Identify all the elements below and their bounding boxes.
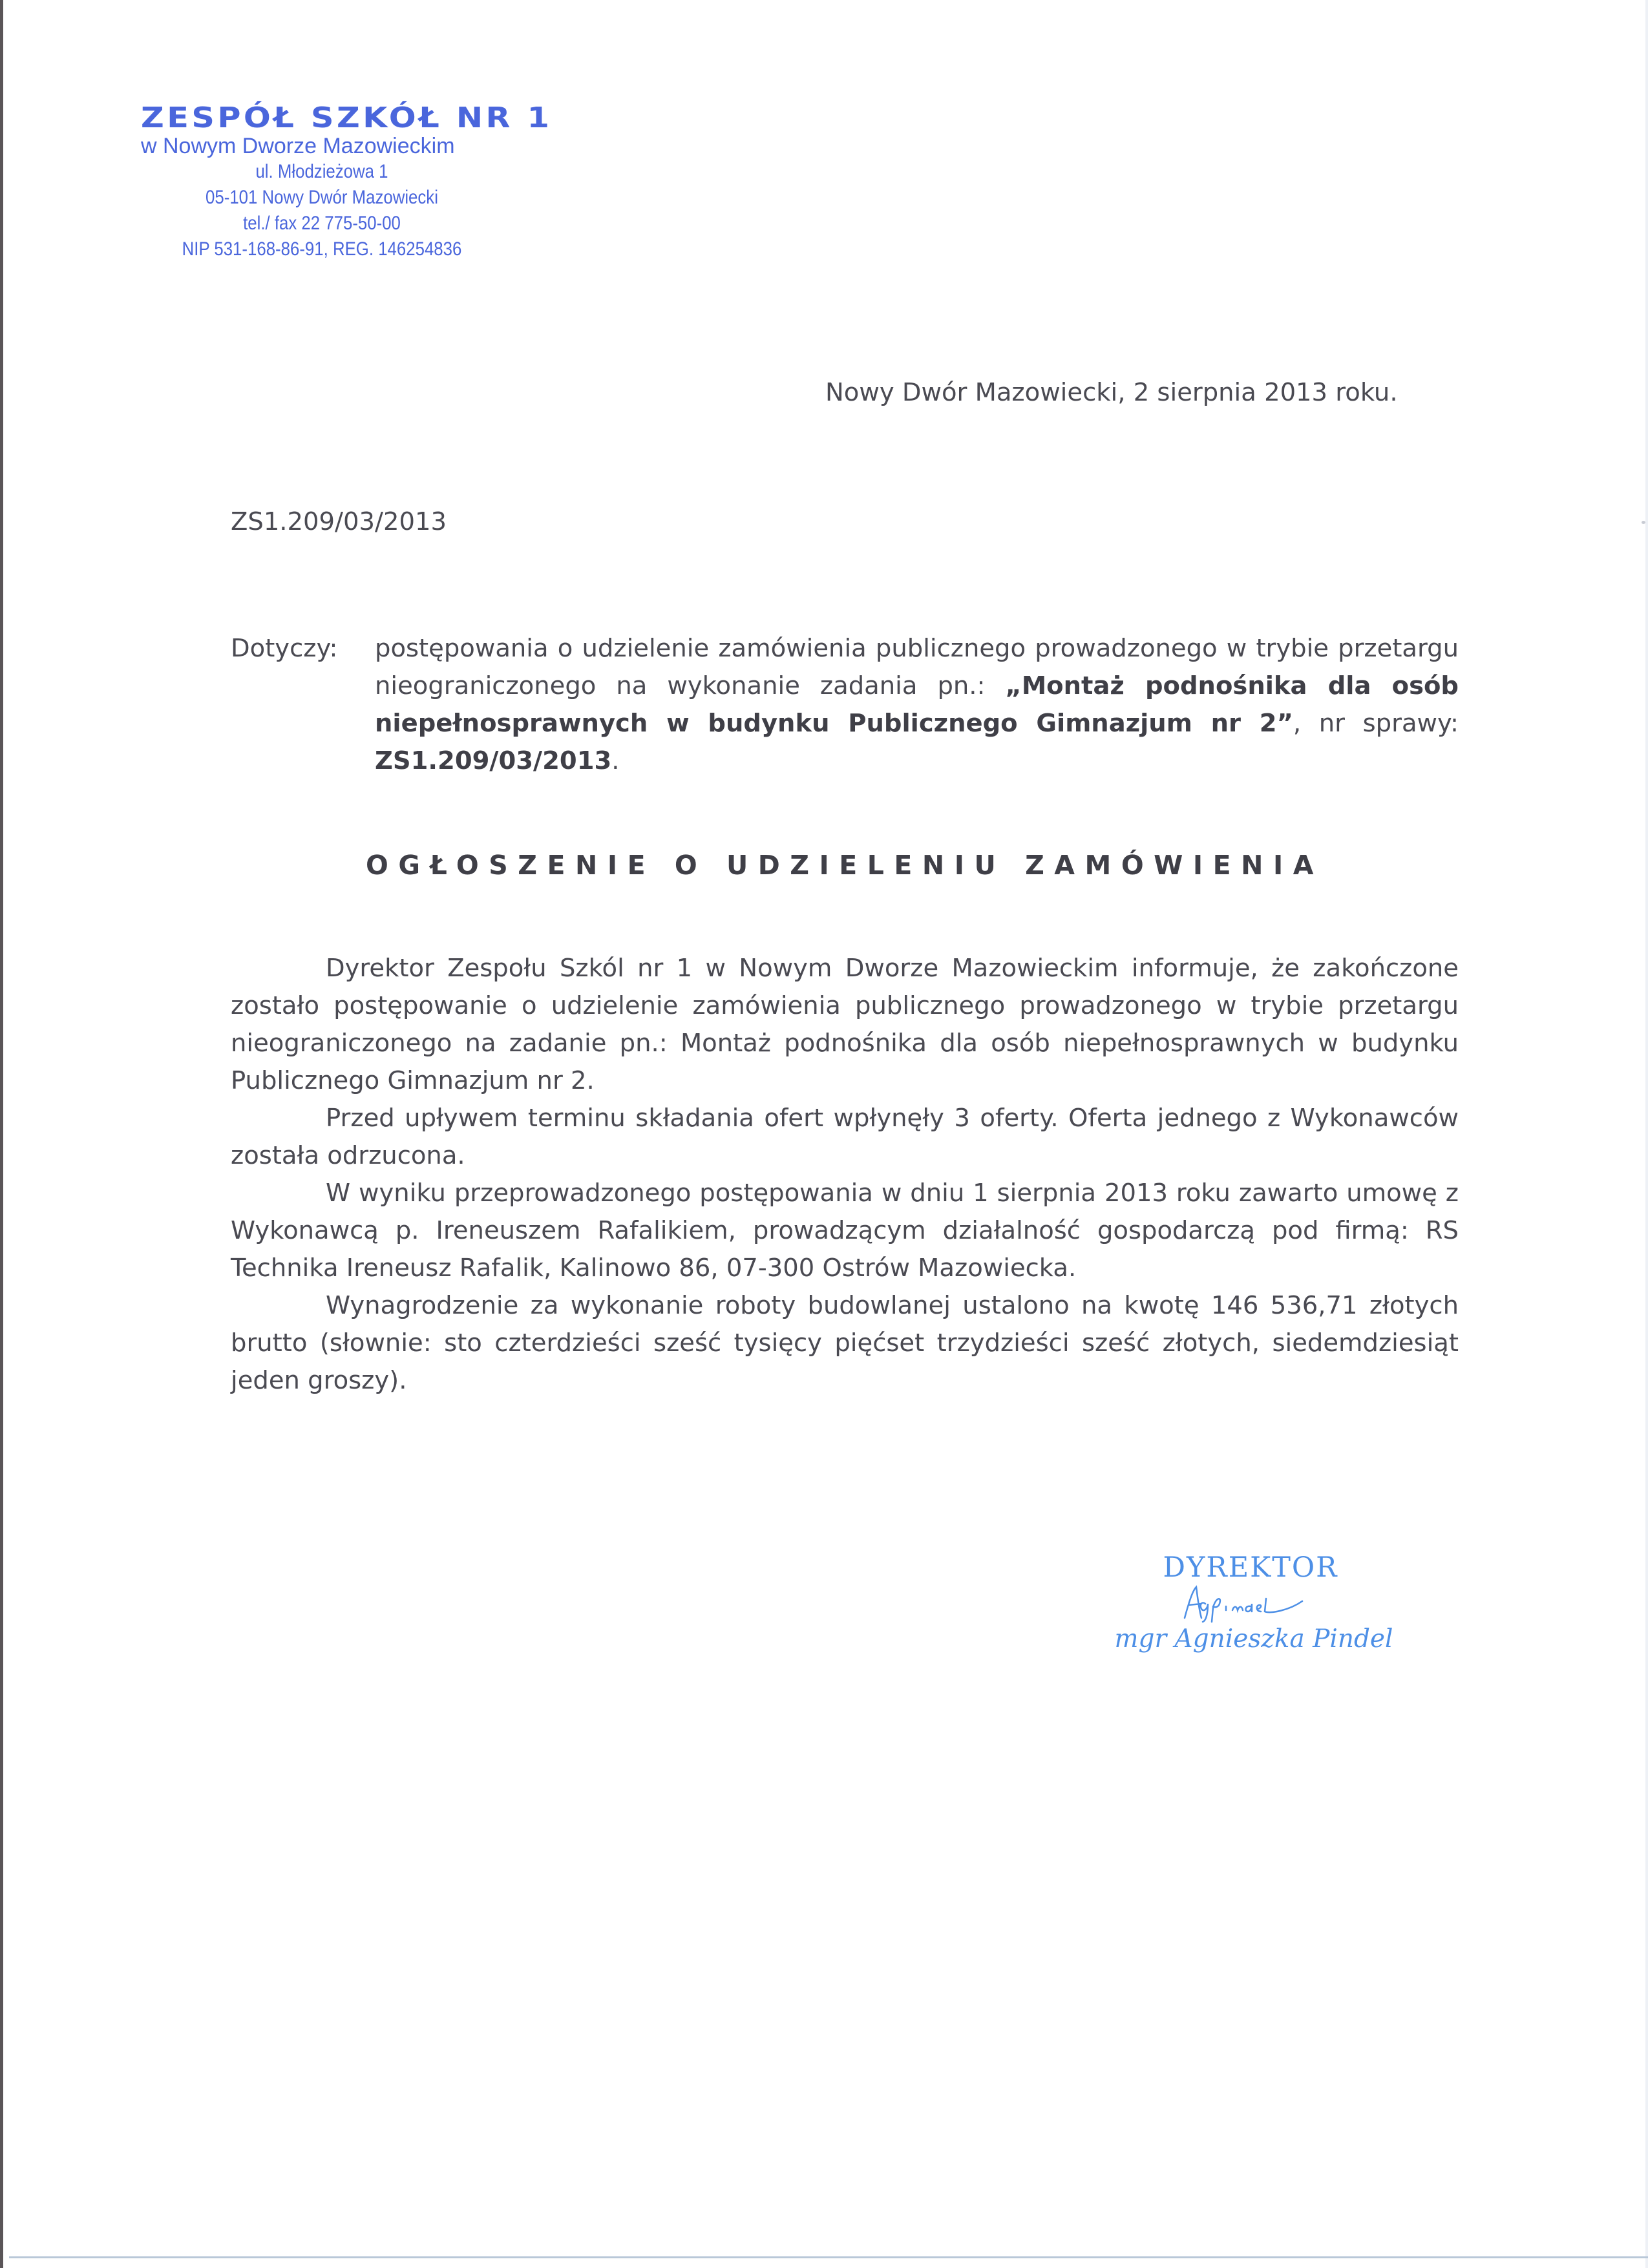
scan-speck [1642, 521, 1645, 524]
subject-text-middle: , nr sprawy: [1293, 709, 1459, 738]
signature-scribble [1179, 1584, 1335, 1623]
subject-text [375, 630, 1459, 780]
school-ids: NIP 531-168-86-91, REG. 146254836 [182, 238, 462, 260]
scan-border-bottom [9, 2256, 1648, 2258]
paragraph-contract: W wyniku przeprowadzonego postępowania w dniu 1 sierpnia 2013 roku zawarto umowę z Wykonawcą p. Ireneuszem Rafalikiem, prowadzącym działalność gospodarczą pod firmą: RS Technika Ireneusz Rafalik, Kalinowo 86, 07-300 Ostrów Mazowiecka. [231, 1179, 1459, 1283]
document-date: Nowy Dwór Mazowiecki, 2 sierpnia 2013 roku. [825, 378, 1398, 407]
subject-task-title: „Montaż podnośnika dla osób niepełnosprawnych w budynku Publicznego Gimnazjum nr 2” [375, 671, 1459, 738]
school-name: ZESPÓŁ SZKÓŁ NR 1 [141, 101, 553, 134]
subject-text-before: postępowania o udzielenie zamówienia publicznego prowadzonego w trybie przetargu nieograniczonego na wykonanie zadania pn.: [375, 634, 1459, 700]
school-street: ul. Młodzieżowa 1 [255, 161, 388, 182]
director-title: DYREKTOR [1163, 1551, 1338, 1584]
scan-border-left [0, 0, 3, 2268]
paragraph-remuneration: Wynagrodzenie za wykonanie roboty budowlanej ustalono na kwotę 146 536,71 złotych brutto (słownie: sto czterdzieści sześć tysięcy pięćset trzydzieści sześć złotych, siedemdziesiąt jeden groszy). [231, 1291, 1459, 1395]
director-name: mgr Agnieszka Pindel [1114, 1624, 1393, 1654]
paragraph-offers: Przed upływem terminu składania ofert wpłynęły 3 oferty. Oferta jednego z Wykonawców została odrzucona. [231, 1104, 1459, 1170]
subject-label: Dotyczy: [231, 634, 338, 663]
notice-body [231, 950, 1459, 1400]
handwritten-signature [1179, 1584, 1335, 1623]
reference-number: ZS1.209/03/2013 [231, 507, 447, 536]
notice-heading: OGŁOSZENIE O UDZIELENIU ZAMÓWIENIA [366, 850, 1324, 881]
school-postal-city: 05-101 Nowy Dwór Mazowiecki [206, 187, 438, 208]
director-signature-stamp [1102, 1551, 1399, 1655]
school-phone: tel./ fax 22 775-50-00 [243, 213, 401, 234]
subject-text-after: . [611, 746, 620, 775]
school-location: w Nowym Dworze Mazowieckim [141, 134, 455, 158]
scan-border-right [1645, 0, 1648, 2268]
school-header-stamp [141, 101, 553, 262]
subject-case-number: ZS1.209/03/2013 [375, 746, 612, 775]
paragraph-announcement: Dyrektor Zespołu Szkól nr 1 w Nowym Dworze Mazowieckim informuje, że zakończone zostało postępowanie o udzielenie zamówienia publicznego prowadzonego w trybie przetargu nieograniczonego na zadanie pn.: Montaż podnośnika dla osób niepełnosprawnych w budynku Publicznego Gimnazjum nr 2. [231, 954, 1459, 1095]
